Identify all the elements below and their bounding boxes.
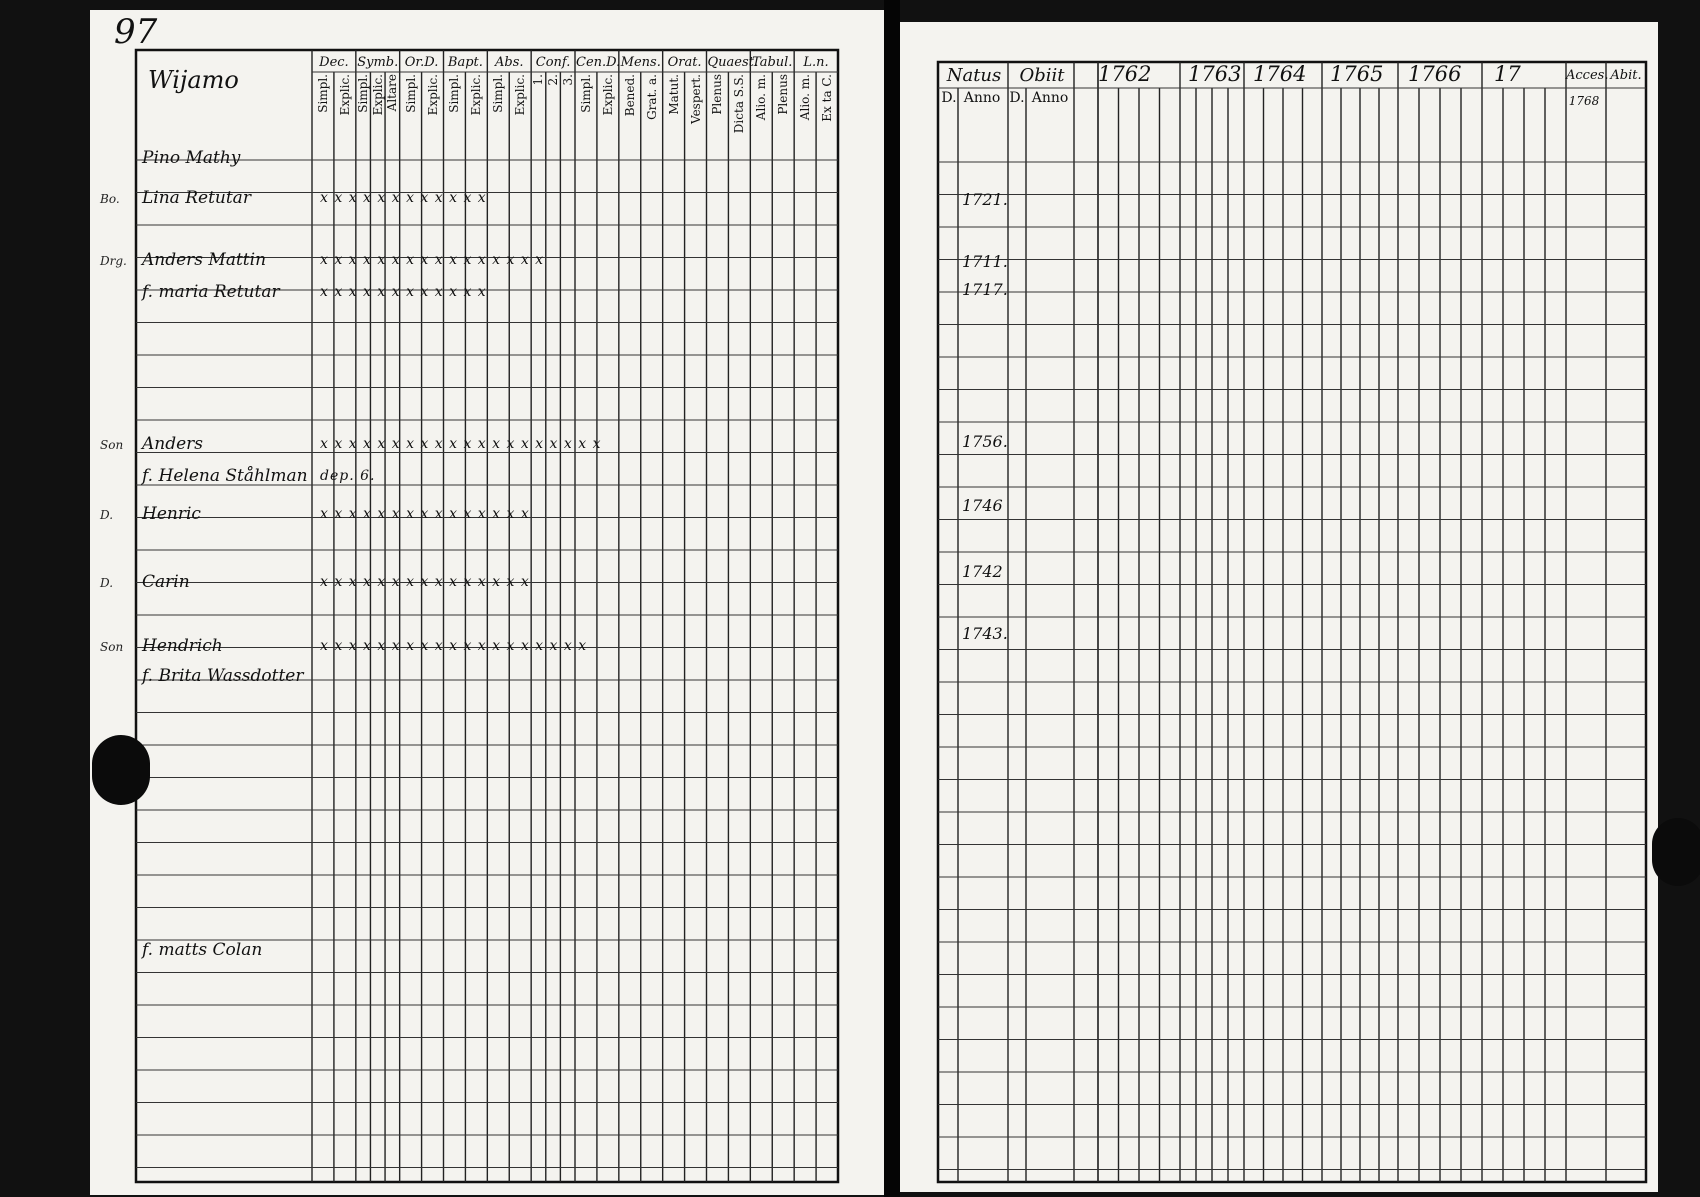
obiit-anno-header: Anno xyxy=(1031,90,1069,106)
entry-prefix: Son xyxy=(100,438,124,452)
column-sub-header: Explic. xyxy=(600,74,615,116)
entry-name: f. maria Retutar xyxy=(142,282,280,302)
book-gutter xyxy=(884,0,900,1197)
birth-year: 1746 xyxy=(962,496,1003,515)
birth-year: 1742 xyxy=(962,562,1003,581)
entry-prefix: Bo. xyxy=(100,192,120,206)
column-sub-header: Simpl. xyxy=(356,74,371,113)
left-page-clip xyxy=(92,735,150,805)
birth-year: 1711. xyxy=(962,252,1008,271)
entry-prefix: Drg. xyxy=(100,254,127,268)
year-header-1766: 1766 xyxy=(1408,62,1462,86)
page-number: 97 xyxy=(114,12,158,52)
abiit-header: Abit. xyxy=(1610,68,1642,83)
left-page xyxy=(90,10,886,1195)
year-header-1763: 1763 xyxy=(1188,62,1242,86)
column-sub-header: Alio. m. xyxy=(754,74,769,121)
obiit-day-header: D. xyxy=(1009,90,1025,106)
column-sub-header: Matut. xyxy=(666,74,681,115)
entry-name: Anders xyxy=(142,434,204,454)
natus-day-header: D. xyxy=(941,90,957,106)
natus-anno-header: Anno xyxy=(963,90,1001,106)
entry-name: f. matts Colan xyxy=(142,940,263,960)
column-sub-header: Dicta S.S. xyxy=(732,74,747,134)
entry-marks: x x x x x x x x x x x x x x x x x x x xyxy=(320,638,588,654)
column-sub-header: Vespert. xyxy=(688,74,703,124)
entry-name: Anders Mattin xyxy=(142,250,267,270)
column-sub-header: 2. xyxy=(546,74,561,86)
column-sub-header: Bened. xyxy=(622,74,637,117)
column-group-header: Abs. xyxy=(494,55,524,70)
entry-marks: x x x x x x x x x x x x xyxy=(320,284,487,300)
entry-marks: dep. 6. xyxy=(320,468,376,484)
year-header-1764: 1764 xyxy=(1253,62,1307,86)
column-sub-header: Grat. a. xyxy=(644,74,659,120)
column-sub-header: Altare xyxy=(385,74,400,112)
entry-name: Carin xyxy=(142,572,190,592)
entry-name: f. Helena Ståhlman xyxy=(142,466,308,486)
column-sub-header: Simpl. xyxy=(491,74,506,113)
entry-marks: x x x x x x x x x x x x x x x x xyxy=(320,252,545,268)
column-sub-header: 3. xyxy=(560,74,575,86)
birth-year: 1756. xyxy=(962,432,1008,451)
column-sub-header: Simpl. xyxy=(315,74,330,113)
column-sub-header: Simpl. xyxy=(447,74,462,113)
right-page xyxy=(898,22,1658,1192)
natus-header: Natus xyxy=(946,65,1002,86)
entry-prefix: D. xyxy=(100,508,114,522)
column-sub-header: 1. xyxy=(531,74,546,86)
entry-name: Pino Mathy xyxy=(142,148,241,168)
birth-year: 1717. xyxy=(962,280,1008,299)
column-sub-header: Plenus xyxy=(776,74,791,115)
column-group-header: Cen.D. xyxy=(576,55,621,70)
entry-name: f. Brita Wassdotter xyxy=(142,666,304,686)
birth-year: 1743. xyxy=(962,624,1008,643)
column-group-header: Symb. xyxy=(357,55,399,70)
birth-year: 1721. xyxy=(962,190,1008,209)
column-sub-header: Alio. m. xyxy=(798,74,813,121)
right-grid xyxy=(898,22,1658,1192)
entry-marks: x x x x x x x x x x x x x x x xyxy=(320,506,530,522)
column-group-header: Mens. xyxy=(620,55,661,70)
entry-marks: x x x x x x x x x x x x xyxy=(320,190,487,206)
column-group-header: Bapt. xyxy=(447,55,483,70)
column-sub-header: Explic. xyxy=(513,74,528,116)
column-sub-header: Simpl. xyxy=(403,74,418,113)
column-group-header: L.n. xyxy=(803,55,829,70)
column-group-header: Quaest. xyxy=(707,55,759,70)
obiit-header: Obiit xyxy=(1019,65,1065,86)
column-sub-header: Explic. xyxy=(425,74,440,116)
entry-marks: x x x x x x x x x x x x x x x xyxy=(320,574,530,590)
right-page-clip xyxy=(1652,818,1700,886)
column-group-header: Conf. xyxy=(535,55,571,70)
entry-marks: x x x x x x x x x x x x x x x x x x x x xyxy=(320,436,602,452)
entry-prefix: Son xyxy=(100,640,124,654)
column-group-header: Orat. xyxy=(667,55,702,70)
column-sub-header: Explic. xyxy=(337,74,352,116)
year-header-1762: 1762 xyxy=(1098,62,1152,86)
entry-name: Lina Retutar xyxy=(142,188,251,208)
column-group-header: Tabul. xyxy=(752,55,793,70)
entry-name: Henric xyxy=(142,504,201,524)
column-group-header: Or.D. xyxy=(404,55,439,70)
year-header-1765: 1765 xyxy=(1330,62,1384,86)
entry-prefix: D. xyxy=(100,576,114,590)
entry-name: Hendrich xyxy=(142,636,223,656)
column-sub-header: Plenus xyxy=(710,74,725,115)
column-sub-header: Simpl. xyxy=(578,74,593,113)
column-sub-header: Ex ta C. xyxy=(820,74,835,122)
village-name: Wijamo xyxy=(148,66,239,94)
year-header-17: 17 xyxy=(1494,62,1521,86)
column-sub-header: Explic. xyxy=(469,74,484,116)
accessit-year: 1768 xyxy=(1568,94,1600,108)
column-group-header: Dec. xyxy=(319,55,349,70)
column-sub-header: Explic. xyxy=(370,74,385,116)
accessit-header: Acces. xyxy=(1566,68,1609,83)
